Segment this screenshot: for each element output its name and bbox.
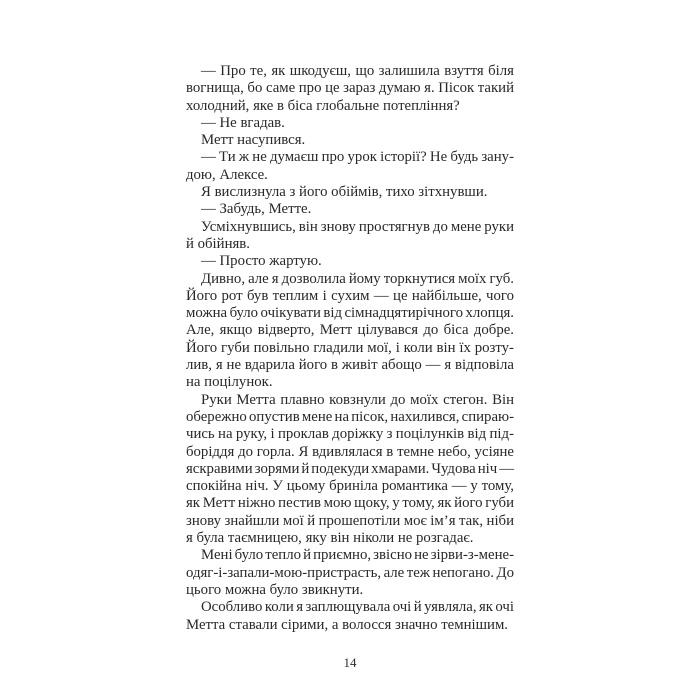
text-line: спокійна ніч. У цьому бриніла романтика — у тому,: [186, 478, 514, 495]
text-line: на поцілунок.: [186, 374, 273, 391]
text-line: Метт насупився.: [201, 132, 306, 149]
text-line: Його рот був теплим і сухим — це найбільше, чого: [186, 287, 514, 304]
text-line: — Ти ж не думаєш про урок історії? Не будь зану-: [201, 149, 514, 166]
text-line: Усміхнувшись, він знову простягнув до мене руки: [201, 218, 514, 235]
text-line: лив, я не вдарила його в живіт абощо — я відповіла: [186, 357, 514, 374]
text-line: обережно опустив мене на пісок, нахилився, спираю-: [186, 408, 514, 425]
text-line: боріддя до горла. Я вдивлялася в темне небо, усіяне: [186, 443, 514, 460]
text-line: цього можна було звикнути.: [186, 581, 364, 598]
text-line: знову знайшли мої й прошепотіли моє ім’я так, ніби: [186, 512, 514, 529]
page-number: 14: [343, 655, 357, 670]
text-line: одяг-і-запали-мою-пристрасть, але теж непогано. До: [186, 564, 514, 581]
text-line: Його губи повільно гладили мої, і коли він їх розту-: [186, 339, 514, 356]
text-line: Але, якщо відверто, Метт цілувався до біса добре.: [186, 322, 514, 339]
text-line: — Про те, як шкодуєш, що залишила взуття біля: [201, 63, 514, 79]
text-line: Я вислизнула з його обіймів, тихо зітхнувши.: [201, 184, 488, 201]
text-line: можна було очікувати від сімнадцятирічного хлопця.: [186, 305, 514, 322]
text-line: дою, Алексе.: [186, 166, 268, 183]
text-line: як Метт ніжно пестив мою щоку, у тому, як його губи: [186, 495, 514, 512]
text-line: я була таємницею, яку він ніколи не розгадає.: [186, 530, 474, 547]
text-line: вогнища, бо саме про це зараз думаю я. Пісок такий: [186, 80, 514, 97]
text-line: Метта ставали сірими, а волосся значно темнішим.: [186, 616, 509, 633]
text-line: Дивно, але я дозволила йому торкнутися моїх губ.: [201, 270, 514, 287]
page-text: [186, 63, 514, 634]
text-line: Особливо коли я заплющувала очі й уявляла, як очі: [201, 599, 514, 616]
text-line: чись на руку, і проклав доріжку з поцілунків від під-: [186, 426, 514, 443]
text-line: й обійняв.: [186, 235, 250, 252]
text-line: холодний, яке в біса глобальне потепління?: [186, 97, 460, 114]
text-line: — Забудь, Метте.: [201, 201, 312, 218]
text-line: яскравими зорями й подекуди хмарами. Чудова ніч —: [186, 460, 514, 477]
text-line: — Просто жартую.: [201, 253, 322, 270]
text-line: Мені було тепло й приємно, звісно не зірви-з-мене-: [201, 547, 514, 564]
text-line: Руки Метта плавно ковзнули до моїх стегон. Він: [201, 391, 514, 408]
text-line: — Не вгадав.: [201, 114, 285, 131]
